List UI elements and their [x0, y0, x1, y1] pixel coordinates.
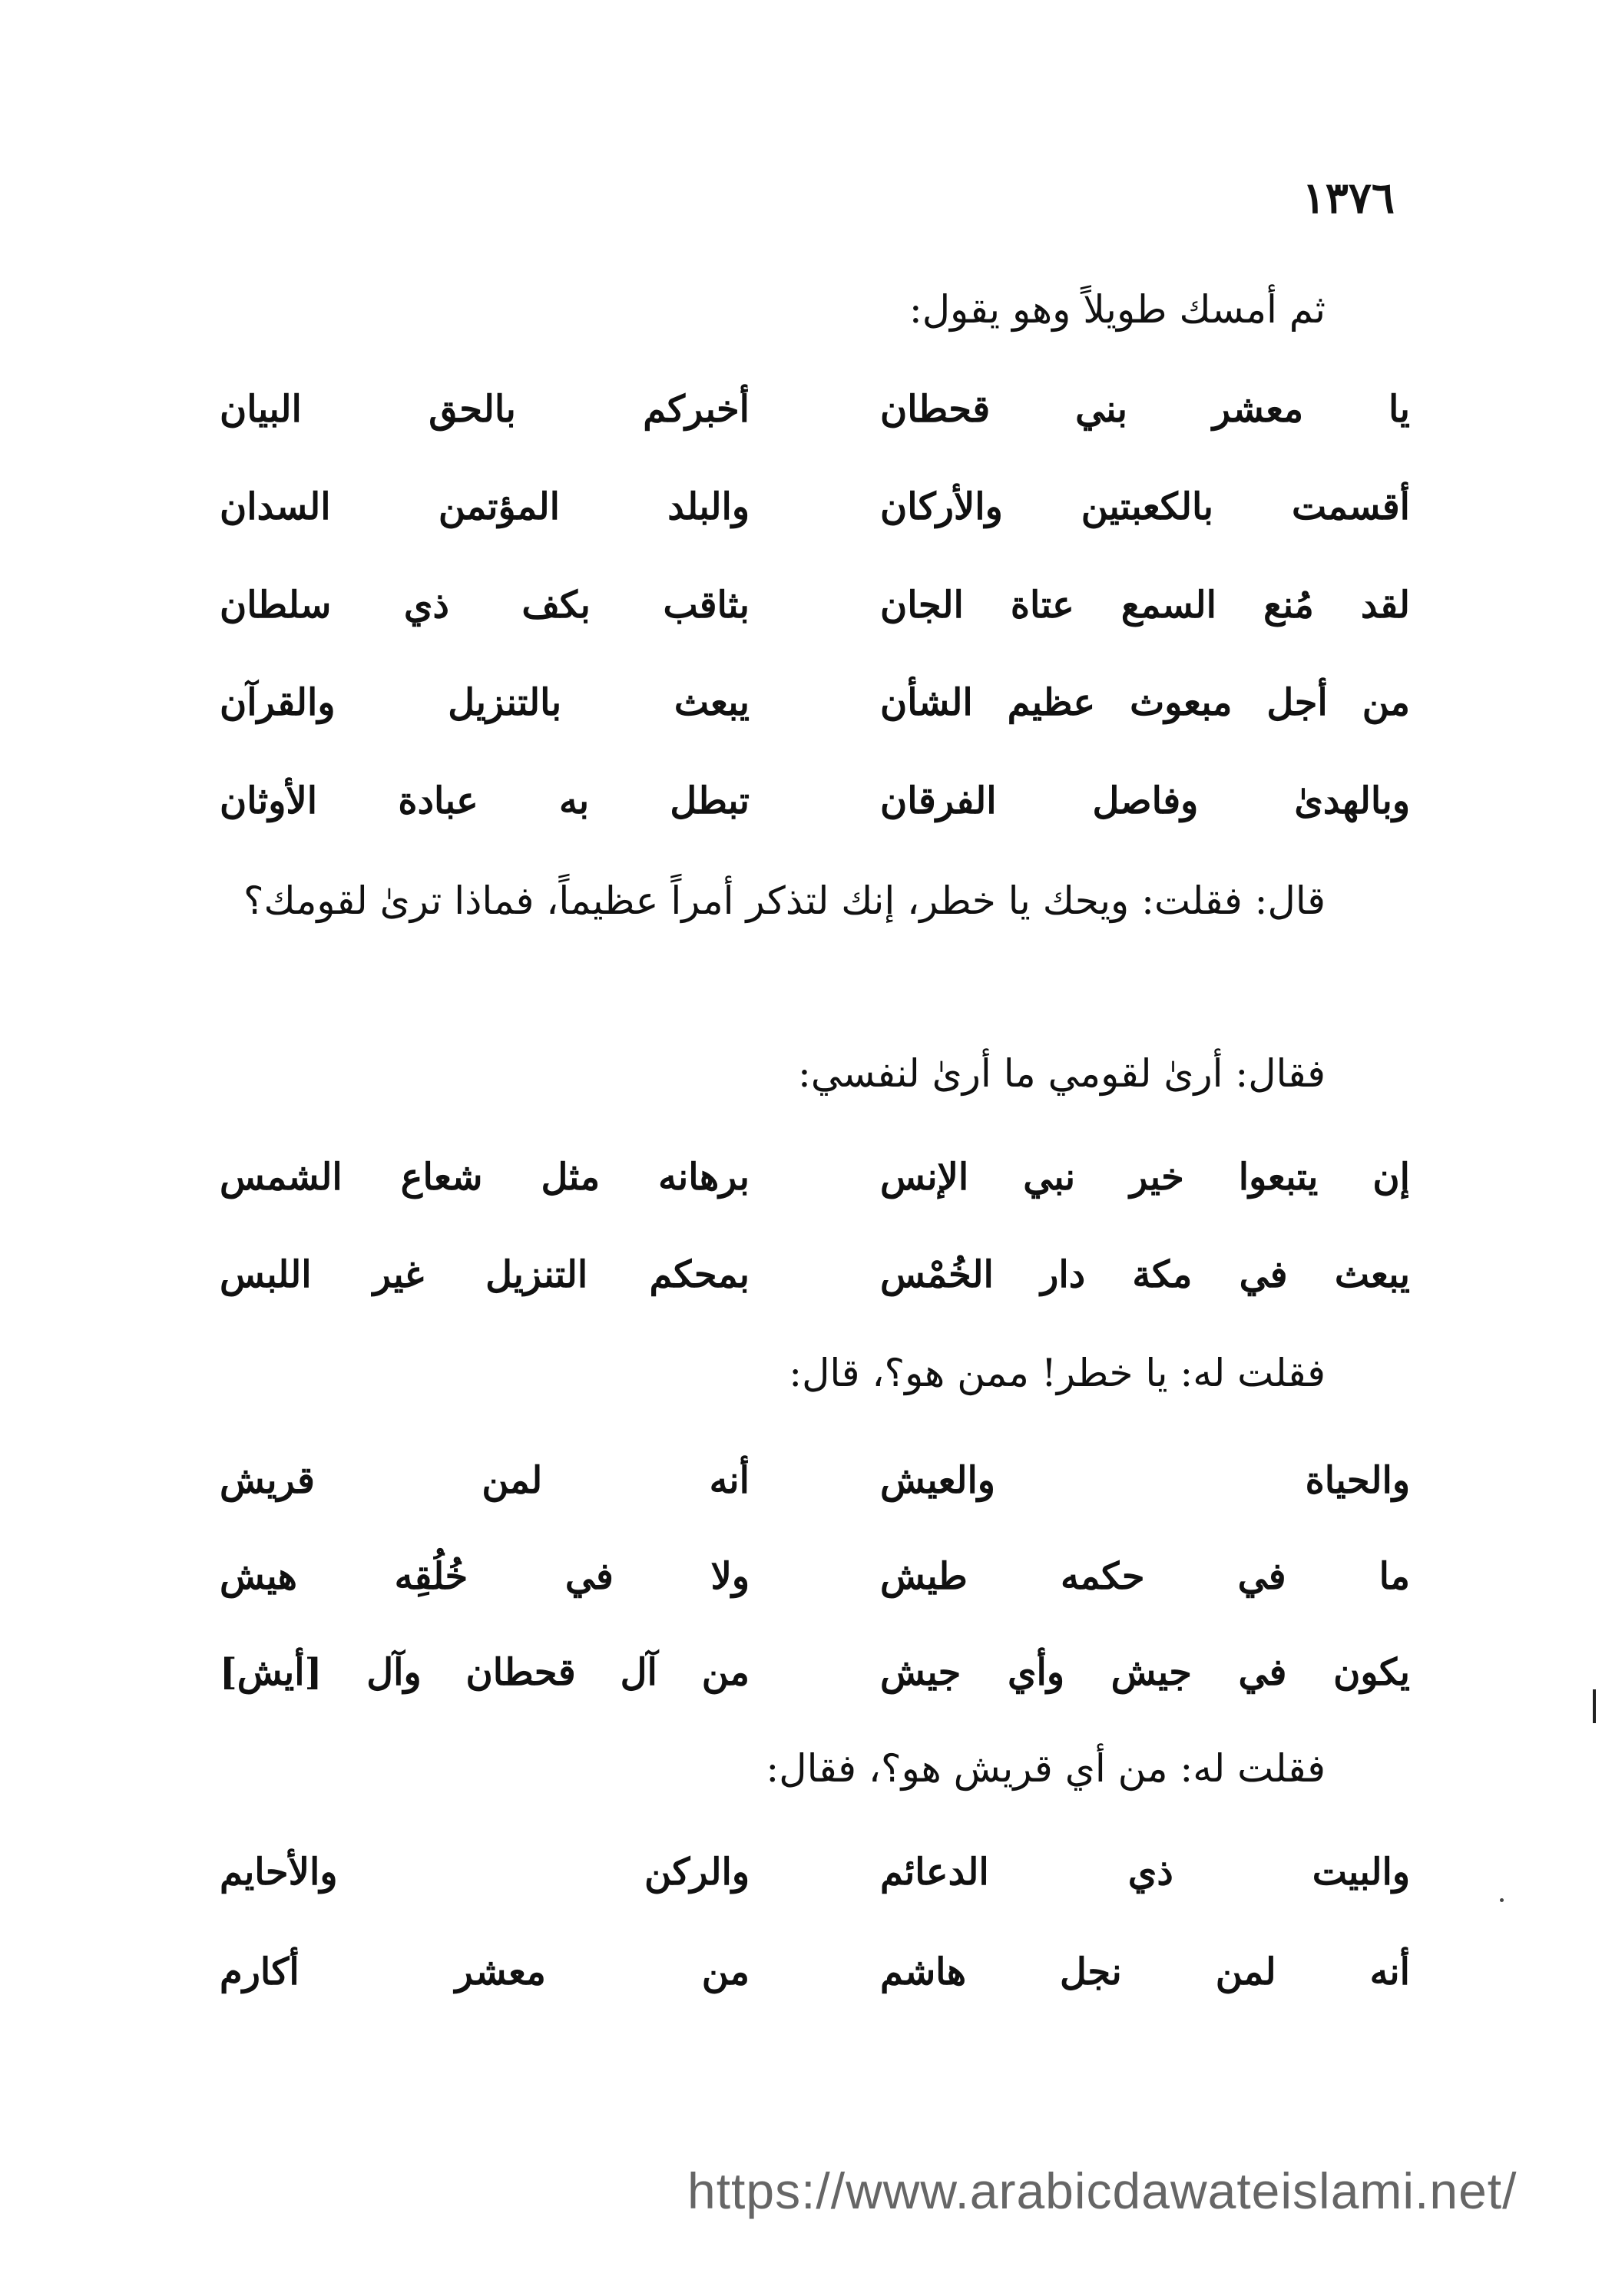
- verse-4-second: يبعث بالتنزيل والقرآن: [220, 681, 750, 724]
- verse-10-first: يكون في جيش وأي جيش: [880, 1651, 1410, 1694]
- verse-3-second: بثاقب بكف ذي سلطان: [220, 584, 750, 627]
- verse-4: [189, 681, 1410, 758]
- verse-3-first: لقد مُنع السمع عتاة الجان: [880, 584, 1410, 627]
- verse-5: [189, 779, 1410, 856]
- verse-11-first: والبيت ذي الدعائم: [880, 1851, 1410, 1894]
- verse-2-first: أقسمت بالكعبتين والأركان: [880, 485, 1410, 528]
- verse-9: [189, 1555, 1410, 1632]
- verse-10-second: من آل قحطان وآل [أيش]: [220, 1651, 750, 1694]
- verse-5-second: تبطل به عبادة الأوثان: [220, 779, 750, 822]
- verse-3: [189, 584, 1410, 660]
- verse-12-first: أنه لمن نجل هاشم: [880, 1950, 1410, 1993]
- verse-8: [189, 1459, 1410, 1536]
- verse-2: [189, 485, 1410, 562]
- verse-2-second: والبلد المؤتمن السدان: [220, 485, 750, 528]
- paragraph-who: فقلت له: يا خطر! ممن هو؟، قال:: [789, 1351, 1326, 1395]
- verse-6-first: إن يتبعوا خير نبي الإنس: [880, 1156, 1410, 1199]
- verse-4-first: من أجل مبعوث عظيم الشأن: [880, 681, 1410, 724]
- verse-1-first: يا معشر بني قحطان: [880, 388, 1410, 431]
- scan-dot: [1500, 1898, 1504, 1902]
- verse-12-second: من معشر أكارم: [220, 1950, 750, 1993]
- source-url[interactable]: https://www.arabicdawateislami.net/: [687, 2162, 1518, 2219]
- verse-11-second: والركن والأحايم: [220, 1851, 750, 1894]
- verse-12: [189, 1950, 1410, 2027]
- verse-9-first: ما في حكمه طيش: [880, 1555, 1410, 1598]
- verse-7: [189, 1253, 1410, 1330]
- paragraph-question: قال: فقلت: ويحك يا خطر، إنك لتذكر أمراً عظيماً، فماذا ترىٰ لقومك؟: [243, 878, 1326, 923]
- paragraph-which-quraysh: فقلت له: من أي قريش هو؟، فقال:: [766, 1746, 1326, 1791]
- verse-6: [189, 1156, 1410, 1232]
- paragraph-answer: فقال: أرىٰ لقومي ما أرىٰ لنفسي:: [798, 1051, 1326, 1096]
- verse-8-first: والحياة والعيش: [880, 1459, 1410, 1502]
- verse-1-second: أخبركم بالحق البيان: [220, 388, 750, 431]
- verse-9-second: ولا في خُلُقِه هيش: [220, 1555, 750, 1598]
- verse-1: [189, 388, 1410, 465]
- verse-5-first: وبالهدىٰ وفاصل الفرقان: [880, 779, 1410, 822]
- verse-7-second: بمحكم التنزيل غير اللبس: [220, 1253, 750, 1296]
- verse-8-second: أنه لمن قريش: [220, 1459, 750, 1502]
- verse-7-first: يبعث في مكة دار الخُمْس: [880, 1253, 1410, 1296]
- page-number: ١٣٧٦: [1302, 173, 1395, 223]
- verse-11: [189, 1851, 1410, 1927]
- paragraph-intro: ثم أمسك طويلاً وهو يقول:: [909, 287, 1326, 332]
- verse-6-second: برهانه مثل شعاع الشمس: [220, 1156, 750, 1199]
- margin-mark: [1593, 1689, 1596, 1723]
- verse-10: [189, 1651, 1410, 1728]
